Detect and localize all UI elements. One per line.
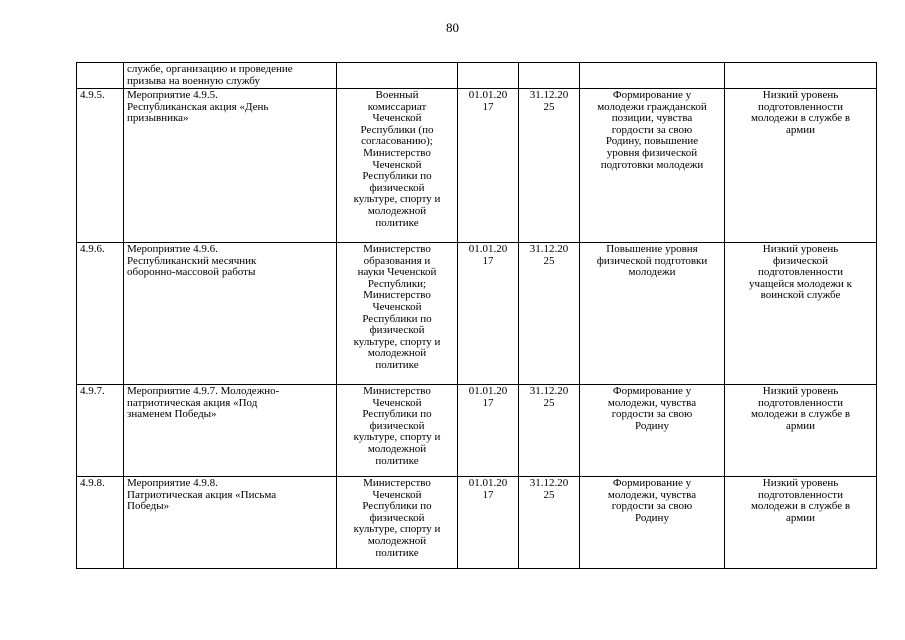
text-line: молодежной [367, 204, 427, 217]
table-row-continuation [77, 63, 877, 89]
cell-end-date [519, 89, 580, 243]
text-line: 25 [543, 488, 555, 501]
text-line: Республики по [362, 312, 432, 325]
cell-executor [337, 385, 458, 477]
cell-consequences [725, 89, 877, 243]
text-line: политике [375, 454, 419, 467]
text-line: политике [375, 546, 419, 559]
text-line: армии [786, 123, 815, 136]
cell-expected-result [580, 477, 725, 569]
cell-executor [337, 243, 458, 385]
text-line: 01.01.20 [468, 385, 508, 397]
cell-number: 4.9.6. [77, 243, 124, 385]
cell-measure-name [124, 385, 337, 477]
cell-measure-name [124, 63, 337, 89]
text-line: молодежи, чувства [607, 396, 697, 409]
page-number: 80 [446, 20, 459, 35]
cell-executor [337, 63, 458, 89]
text-line: политике [375, 358, 419, 371]
text-line: воинской службе [760, 289, 841, 302]
text-line: Министерство [363, 477, 431, 489]
text-line: комиссариат [367, 100, 427, 113]
text-line: Формирование у [612, 89, 692, 101]
text-line: подготовки молодежи [600, 158, 704, 171]
text-line: Мероприятие 4.9.6. [127, 243, 218, 255]
text-line: Республики по [362, 408, 432, 421]
table-row [77, 243, 877, 385]
cell-number: 4.9.5. [77, 89, 124, 243]
text-line: гордости за свою [611, 123, 693, 136]
text-line: призывника» [127, 112, 189, 125]
text-line: Чеченской [372, 300, 422, 313]
text-line: 01.01.20 [468, 243, 508, 255]
cell-number: 4.9.8. [77, 477, 124, 569]
cell-expected-result [580, 63, 725, 89]
cell-end-date [519, 63, 580, 89]
text-line: молодежи в службе в [750, 500, 851, 513]
text-line: молодежи [628, 266, 676, 279]
text-line: 17 [482, 100, 494, 113]
text-line: Патриотическая акция «Письма [127, 488, 277, 501]
text-line: Министерство [363, 385, 431, 397]
cell-end-date [519, 385, 580, 477]
text-line: 01.01.20 [468, 477, 508, 489]
text-line: Победы» [127, 500, 170, 513]
text-line: молодежи в службе в [750, 408, 851, 421]
text-line: подготовленности [758, 100, 843, 113]
text-line: 25 [543, 254, 555, 267]
text-line: службе, организацию и проведение [127, 63, 293, 75]
text-line: 17 [482, 396, 494, 409]
text-line: Низкий уровень [762, 243, 839, 255]
measures-table [76, 62, 877, 569]
text-line: Чеченской [372, 112, 422, 125]
text-line: культуре, спорту и [353, 523, 441, 536]
table-row [77, 385, 877, 477]
text-line: подготовленности [758, 396, 843, 409]
text-line: физической [369, 419, 425, 432]
cell-consequences [725, 243, 877, 385]
text-line: Низкий уровень [762, 477, 839, 489]
cell-consequences [725, 63, 877, 89]
text-line: Республиканская акция «День [127, 100, 269, 113]
text-line: уровня физической [606, 146, 698, 159]
cell-start-date [458, 477, 519, 569]
text-line: Министерство [363, 146, 431, 159]
text-line: Мероприятие 4.9.7. Молодежно- [127, 385, 280, 397]
text-line: учащейся молодежи к [749, 277, 852, 290]
text-line: 17 [482, 254, 494, 267]
text-line: политике [375, 216, 419, 229]
cell-measure-name [124, 477, 337, 569]
text-line: 31.12.20 [529, 385, 569, 397]
cell-consequences [725, 477, 877, 569]
text-line: 31.12.20 [529, 477, 569, 489]
cell-consequences [725, 385, 877, 477]
text-line: подготовленности [758, 266, 843, 279]
cell-start-date [458, 89, 519, 243]
text-line: науки Чеченской [357, 266, 437, 279]
cell-measure-name [124, 243, 337, 385]
text-line: молодежной [367, 347, 427, 360]
text-line: позиции, чувства [611, 112, 693, 125]
text-line: 25 [543, 100, 555, 113]
text-line: армии [786, 419, 815, 432]
text-line: молодежи в службе в [750, 112, 851, 125]
text-line: физической [369, 511, 425, 524]
cell-expected-result [580, 89, 725, 243]
text-line: культуре, спорту и [353, 431, 441, 444]
text-line: молодежной [367, 534, 427, 547]
cell-number: 4.9.7. [77, 385, 124, 477]
text-line: 17 [482, 488, 494, 501]
text-line: культуре, спорту и [353, 193, 441, 206]
cell-end-date [519, 477, 580, 569]
text-line: Родину [635, 511, 669, 524]
cell-expected-result [580, 385, 725, 477]
text-line: 25 [543, 396, 555, 409]
text-line: Республиканский месячник [127, 254, 257, 267]
text-line: подготовленности [758, 488, 843, 501]
text-line: 31.12.20 [529, 243, 569, 255]
text-line: культуре, спорту и [353, 335, 441, 348]
text-line: Низкий уровень [762, 385, 839, 397]
text-line: 31.12.20 [529, 89, 569, 101]
cell-number [77, 63, 124, 89]
text-line: оборонно-массовой работы [127, 266, 256, 279]
text-line: Чеченской [372, 158, 422, 171]
text-line: Мероприятие 4.9.5. [127, 89, 218, 101]
text-line: Республики по [362, 500, 432, 513]
text-line: Министерство [363, 243, 431, 255]
text-line: Родину [635, 419, 669, 432]
text-line: патриотическая акция «Под [127, 396, 258, 409]
text-line: Республики; [367, 277, 427, 290]
text-line: Мероприятие 4.9.8. [127, 477, 218, 489]
text-line: гордости за свою [611, 500, 693, 513]
cell-end-date [519, 243, 580, 385]
cell-expected-result [580, 243, 725, 385]
text-line: Повышение уровня [606, 243, 698, 255]
text-line: Республики по [362, 170, 432, 183]
text-line: 01.01.20 [468, 89, 508, 101]
cell-start-date [458, 63, 519, 89]
table-row [77, 477, 877, 569]
text-line: армии [786, 511, 815, 524]
text-line: молодежи гражданской [597, 100, 707, 113]
text-line: Родину, повышение [605, 135, 699, 148]
cell-executor [337, 89, 458, 243]
cell-start-date [458, 385, 519, 477]
text-line: физической [773, 254, 828, 267]
text-line: молодежной [367, 442, 427, 455]
text-line: гордости за свою [611, 408, 693, 421]
text-line: призыва на военную службу [127, 74, 260, 87]
text-line: физической [369, 181, 425, 194]
cell-measure-name [124, 89, 337, 243]
table-row [77, 89, 877, 243]
text-line: Формирование у [612, 385, 692, 397]
text-line: физической [369, 324, 425, 337]
text-line: знаменем Победы» [127, 408, 217, 421]
text-line: Военный [375, 89, 419, 101]
text-line: Чеченской [372, 396, 422, 409]
text-line: физической подготовки [596, 254, 708, 267]
text-line: Министерство [363, 289, 431, 302]
cell-executor [337, 477, 458, 569]
text-line: Чеченской [372, 488, 422, 501]
text-line: Республики (по [360, 123, 434, 136]
text-line: согласованию); [361, 135, 433, 148]
cell-start-date [458, 243, 519, 385]
text-line: молодежи, чувства [607, 488, 697, 501]
text-line: Формирование у [612, 477, 692, 489]
text-line: Низкий уровень [762, 89, 839, 101]
text-line: образования и [363, 254, 431, 267]
